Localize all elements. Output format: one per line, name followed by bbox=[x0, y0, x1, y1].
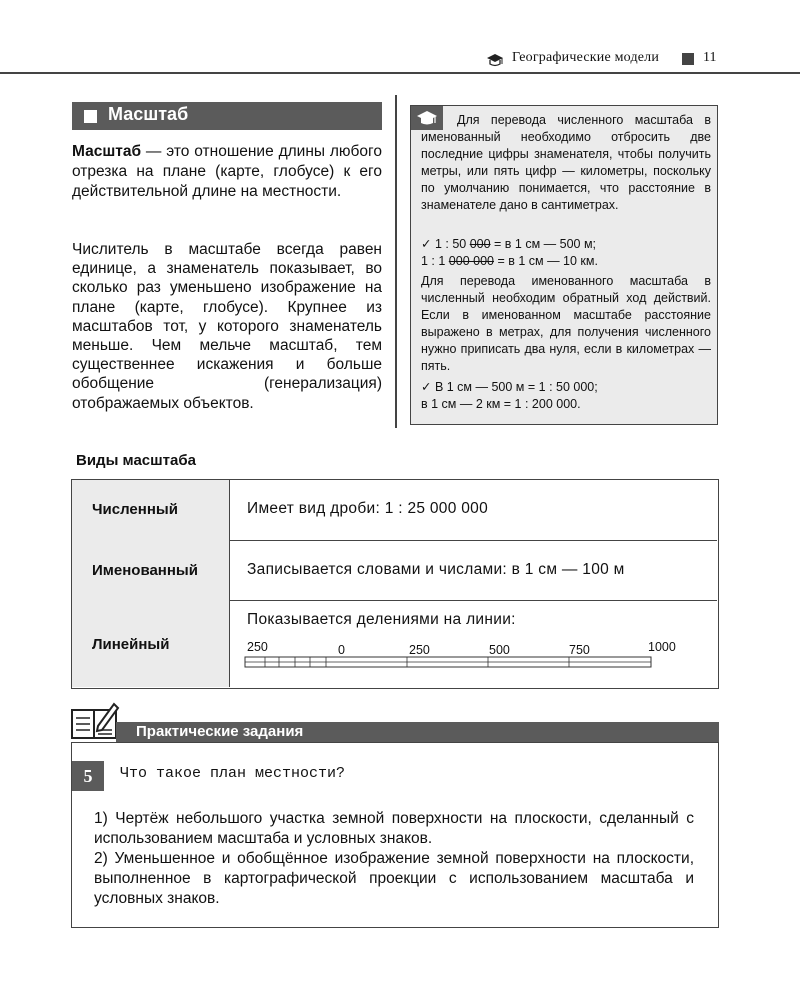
row-label-cell bbox=[72, 480, 230, 540]
section-title: Масштаб bbox=[108, 104, 189, 124]
tick-label: 250 bbox=[247, 640, 268, 654]
task-number-badge: 5 bbox=[72, 761, 104, 791]
task-box bbox=[71, 742, 719, 928]
info-ex1a-pre: ✓ 1 : 50 bbox=[421, 237, 470, 251]
row-value: Записывается словами и числами: в 1 см — 100 м bbox=[247, 561, 625, 578]
row-value: Показывается делениями на линии: bbox=[247, 611, 516, 628]
running-header bbox=[0, 44, 800, 74]
info-p1-text: Для перевода численного масштаба в именованный необходимо отбросить две последние цифры знаменателя, чтобы получить метры, или пять цифр — километры, поскольку по умолчанию понимается, что расстояние в знаменателе дано в сантиметрах. bbox=[421, 113, 711, 212]
info-ex1a-strike: 000 bbox=[469, 237, 491, 251]
info-ex1b-pre: 1 : 1 bbox=[421, 254, 449, 268]
info-paragraph-2: Для перевода именованного масштаба в численный необходим обратный ход действий. Если в именованном масштабе расстояние выражено в метрах, для получения численного нужно приписать два нуля, если в километрах — пять. bbox=[421, 274, 711, 373]
graduation-cap-icon bbox=[486, 52, 504, 68]
info-example-2a: ✓ В 1 см — 500 м = 1 : 50 000; bbox=[421, 380, 598, 394]
info-example-2b: в 1 см — 2 км = 1 : 200 000. bbox=[421, 397, 581, 411]
tick-label: 250 bbox=[409, 643, 430, 657]
row-label-cell bbox=[72, 540, 230, 600]
header-square-icon bbox=[682, 53, 694, 65]
square-bullet-icon bbox=[84, 110, 97, 123]
info-box bbox=[410, 105, 718, 425]
info-ex1a-post: = в 1 см — 500 м; bbox=[490, 237, 597, 251]
row-label-cell bbox=[72, 600, 230, 687]
table-row bbox=[72, 600, 717, 687]
tick-label: 1000 bbox=[648, 640, 676, 654]
info-ex1b-strike: 000 000 bbox=[448, 254, 494, 268]
table-row bbox=[72, 540, 717, 601]
header-rule bbox=[0, 72, 800, 74]
answer-item-1: 1) Чертёж небольшого участка земной поверхности на плоскости, сделанный с использованием масштаба и условных знаков. bbox=[94, 810, 694, 847]
intro-term: Масштаб bbox=[72, 143, 142, 160]
linear-scale-bar bbox=[244, 656, 652, 668]
tick-label: 500 bbox=[489, 643, 510, 657]
row-label: Линейный bbox=[92, 636, 170, 653]
scale-types-table bbox=[71, 479, 719, 689]
row-label: Именованный bbox=[92, 562, 198, 579]
header-title: Географические модели bbox=[512, 50, 660, 65]
types-heading: Виды масштаба bbox=[76, 452, 196, 469]
page-number: 11 bbox=[703, 50, 717, 65]
row-label: Численный bbox=[92, 501, 178, 518]
task-answer bbox=[94, 809, 694, 909]
tick-label: 750 bbox=[569, 643, 590, 657]
tick-label: 0 bbox=[338, 643, 345, 657]
info-example-1b bbox=[421, 253, 711, 270]
info-ex1b-post: = в 1 см — 10 км. bbox=[493, 254, 598, 268]
task-question: Что такое план местности? bbox=[120, 765, 346, 782]
info-paragraph-1 bbox=[421, 112, 711, 214]
column-divider bbox=[395, 95, 397, 428]
second-paragraph: Числитель в масштабе всегда равен единице, а знаменатель показывает, во сколько раз уменьшено изображение на плане (карте, глобусе). Крупнее из масштабов тот, у которого знаменатель меньше. Чем мельче масштаб, тем существеннее искажения и больше обобщение (генерализация) отображаемых объектов. bbox=[72, 241, 382, 412]
intro-text: — это отношение длины любого отрезка на плане (карте, глобусе) к его действительной длине на местности. bbox=[72, 143, 382, 200]
info-example-1a bbox=[421, 236, 711, 253]
intro-paragraph bbox=[72, 142, 382, 202]
table-row bbox=[72, 480, 717, 541]
answer-item-2: 2) Уменьшенное и обобщённое изображение земной поверхности на плоскости, выполненное в картографической проекции с использованием масштаба и условных знаков. bbox=[94, 850, 694, 907]
section-heading bbox=[72, 102, 382, 130]
practical-tasks-title: Практические задания bbox=[136, 723, 304, 740]
row-value: Имеет вид дроби: 1 : 25 000 000 bbox=[247, 500, 489, 517]
notebook-pencil-icon bbox=[68, 700, 122, 742]
practical-tasks-header bbox=[116, 722, 719, 742]
